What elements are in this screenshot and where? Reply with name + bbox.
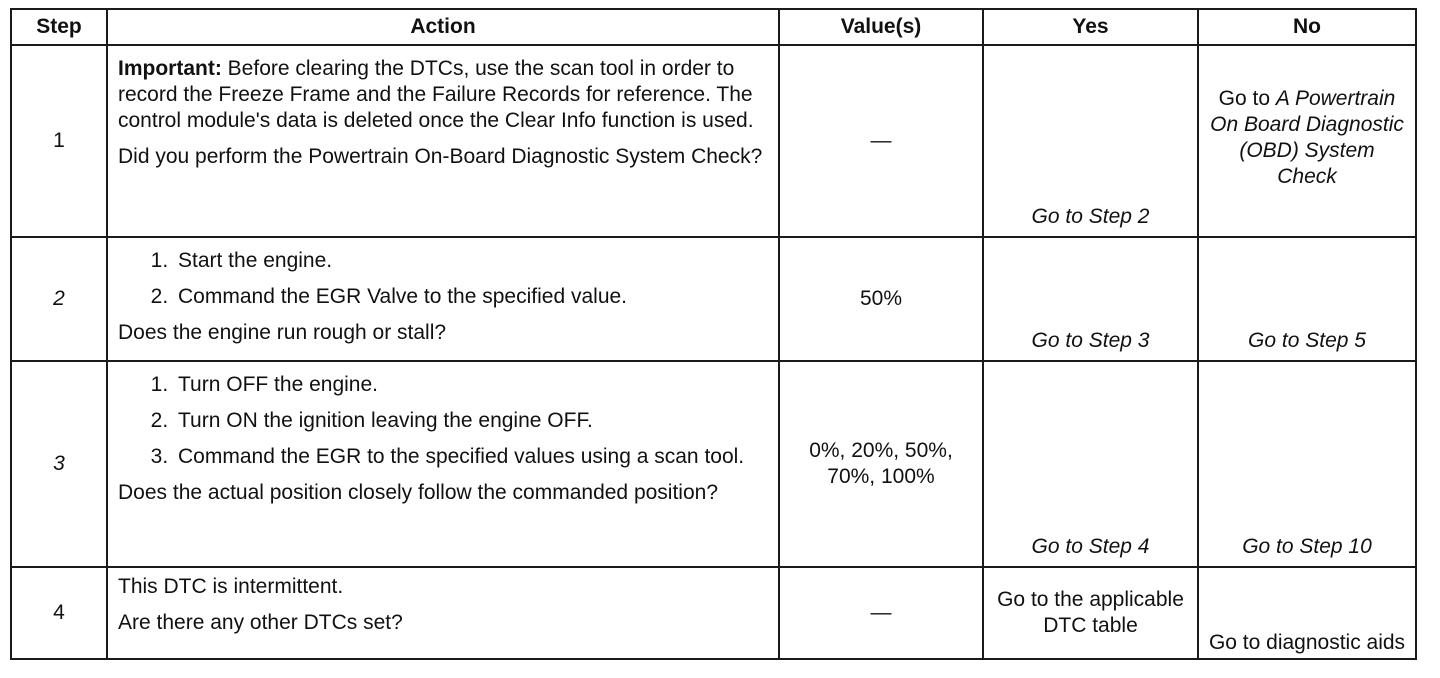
action-question: Are there any other DTCs set? xyxy=(118,611,403,634)
action-question: Does the actual position closely follow the commanded position? xyxy=(118,481,719,504)
list-item: 1. Turn OFF the engine. xyxy=(174,372,768,398)
list-item: 2. Turn ON the ignition leaving the engine OFF. xyxy=(174,408,768,434)
table-row xyxy=(11,361,1416,567)
action-statement: This DTC is intermittent. xyxy=(118,575,344,598)
important-text: Before clearing the DTCs, use the scan tool in order to record the Freeze Frame and the Failure Records for reference. The control module's data is deleted once the Clear Info function is used. xyxy=(118,57,754,132)
yes-link[interactable]: Go to Step 4 xyxy=(983,361,1198,567)
list-item: 2. Command the EGR Valve to the specified value. xyxy=(174,284,768,310)
step-number: 2 xyxy=(11,237,107,361)
header-action: Action xyxy=(107,9,779,45)
list-item: 1. Start the engine. xyxy=(174,248,768,274)
value-cell: 0%, 20%, 50%, 70%, 100% xyxy=(779,361,983,567)
important-note xyxy=(118,56,768,134)
table-row xyxy=(11,567,1416,659)
no-link[interactable]: Go to Step 10 xyxy=(1198,361,1416,567)
yes-link[interactable]: Go to Step 2 xyxy=(983,45,1198,237)
no-prefix: Go to xyxy=(1218,87,1271,110)
action-cell xyxy=(107,567,779,659)
step-number: 4 xyxy=(11,567,107,659)
header-step: Step xyxy=(11,9,107,45)
header-yes: Yes xyxy=(983,9,1198,45)
diagnostic-table xyxy=(10,8,1417,660)
step-number: 1 xyxy=(11,45,107,237)
header-no: No xyxy=(1198,9,1416,45)
action-question: Did you perform the Powertrain On-Board Diagnostic System Check? xyxy=(118,145,763,168)
step-list xyxy=(118,248,768,310)
no-cell xyxy=(1198,45,1416,237)
no-link[interactable]: Go to Step 5 xyxy=(1198,237,1416,361)
action-cell xyxy=(107,237,779,361)
value-cell: — xyxy=(779,45,983,237)
header-row xyxy=(11,9,1416,45)
yes-link[interactable]: Go to Step 3 xyxy=(983,237,1198,361)
value-cell: 50% xyxy=(779,237,983,361)
table-row xyxy=(11,237,1416,361)
yes-link[interactable]: Go to the applicable DTC table xyxy=(983,567,1198,659)
value-cell: — xyxy=(779,567,983,659)
important-label: Important: xyxy=(118,57,222,80)
list-item: 3. Command the EGR to the specified values using a scan tool. xyxy=(174,444,768,470)
no-link[interactable]: A Powertrain On Board Diagnostic (OBD) System Check xyxy=(1210,87,1404,188)
step-list xyxy=(118,372,768,470)
action-cell xyxy=(107,361,779,567)
step-number: 3 xyxy=(11,361,107,567)
header-values: Value(s) xyxy=(779,9,983,45)
table-row xyxy=(11,45,1416,237)
no-link[interactable]: Go to diagnostic aids xyxy=(1198,567,1416,659)
action-question: Does the engine run rough or stall? xyxy=(118,321,447,344)
action-cell xyxy=(107,45,779,237)
